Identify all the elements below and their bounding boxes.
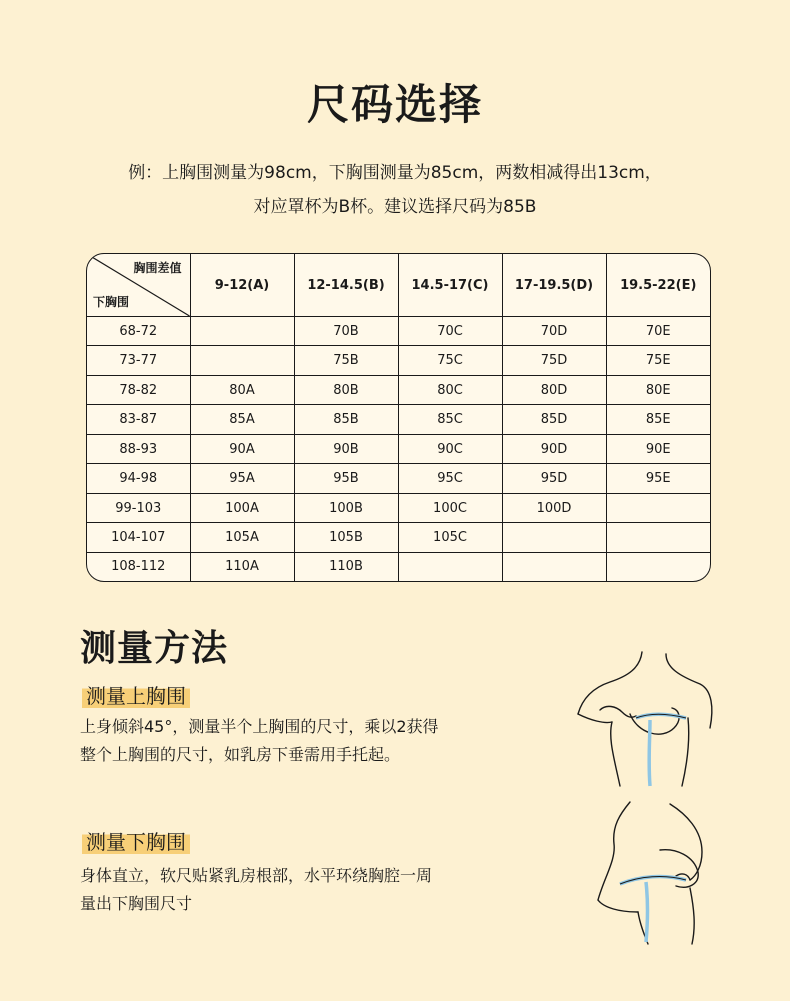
under-bust-description [80, 862, 520, 918]
column-header: 17-19.5(D) [502, 254, 606, 317]
size-cell: 85A [190, 405, 294, 434]
size-cell: 70C [398, 317, 502, 346]
size-cell: 95E [606, 464, 710, 493]
under-bust-line-2: 量出下胸围尺寸 [80, 894, 193, 913]
under-bust-heading: 测量下胸围 [82, 826, 190, 855]
column-header: 19.5-22(E) [606, 254, 710, 317]
table-corner-cell [87, 254, 190, 317]
upper-bust-illustration [570, 648, 720, 788]
column-header: 9-12(A) [190, 254, 294, 317]
size-cell: 95A [190, 464, 294, 493]
table-header-row [87, 254, 710, 317]
table-row [87, 317, 710, 346]
table-row [87, 375, 710, 404]
upper-bust-heading: 测量上胸围 [82, 680, 190, 709]
size-cell [606, 493, 710, 522]
size-cell: 80D [502, 375, 606, 404]
band-cell: 78-82 [87, 375, 190, 404]
size-cell: 100B [294, 493, 398, 522]
size-cell: 100D [502, 493, 606, 522]
size-cell: 90A [190, 434, 294, 463]
size-cell: 80A [190, 375, 294, 404]
band-cell: 83-87 [87, 405, 190, 434]
upper-bust-description [80, 713, 520, 769]
size-cell: 75E [606, 346, 710, 375]
size-cell: 105C [398, 523, 502, 552]
band-cell: 73-77 [87, 346, 190, 375]
size-cell: 85C [398, 405, 502, 434]
band-cell: 88-93 [87, 434, 190, 463]
size-cell: 90E [606, 434, 710, 463]
table-row [87, 493, 710, 522]
column-header: 12-14.5(B) [294, 254, 398, 317]
size-cell: 70E [606, 317, 710, 346]
corner-label-cup-diff: 胸围差值 [133, 261, 182, 275]
size-cell: 85D [502, 405, 606, 434]
size-cell: 100C [398, 493, 502, 522]
size-cell: 80B [294, 375, 398, 404]
method-title: 测量方法 [80, 628, 229, 669]
size-cell: 80C [398, 375, 502, 404]
size-cell: 75C [398, 346, 502, 375]
table-row [87, 434, 710, 463]
size-cell: 100A [190, 493, 294, 522]
band-cell: 94-98 [87, 464, 190, 493]
band-cell: 99-103 [87, 493, 190, 522]
column-header: 14.5-17(C) [398, 254, 502, 317]
size-cell: 110A [190, 552, 294, 581]
size-cell: 95D [502, 464, 606, 493]
under-bust-line-1: 身体直立，软尺贴紧乳房根部，水平环绕胸腔一周 [80, 866, 433, 885]
size-cell: 105A [190, 523, 294, 552]
size-table [86, 253, 711, 582]
example-text [0, 156, 790, 224]
size-cell: 90D [502, 434, 606, 463]
upper-bust-line-2: 整个上胸围的尺寸，如乳房下垂需用手托起。 [80, 745, 401, 764]
size-cell: 90B [294, 434, 398, 463]
size-cell: 70B [294, 317, 398, 346]
table-row [87, 523, 710, 552]
under-bust-illustration [590, 800, 720, 945]
size-cell [190, 346, 294, 375]
size-cell [190, 317, 294, 346]
example-line-1: 例：上胸围测量为98cm，下胸围测量为85cm，两数相减得出13cm， [128, 163, 662, 183]
size-cell [502, 523, 606, 552]
size-cell: 105B [294, 523, 398, 552]
example-line-2: 对应罩杯为B杯。建议选择尺码为85B [253, 197, 537, 217]
size-cell: 85E [606, 405, 710, 434]
size-cell [502, 552, 606, 581]
size-cell: 95C [398, 464, 502, 493]
size-cell [606, 552, 710, 581]
size-cell: 80E [606, 375, 710, 404]
table-row [87, 346, 710, 375]
size-cell: 70D [502, 317, 606, 346]
band-cell: 104-107 [87, 523, 190, 552]
size-cell: 75B [294, 346, 398, 375]
band-cell: 108-112 [87, 552, 190, 581]
table-row [87, 552, 710, 581]
band-cell: 68-72 [87, 317, 190, 346]
page-title: 尺码选择 [306, 80, 483, 129]
size-cell: 95B [294, 464, 398, 493]
size-cell [606, 523, 710, 552]
size-cell: 110B [294, 552, 398, 581]
upper-bust-line-1: 上身倾斜45°，测量半个上胸围的尺寸，乘以2获得 [80, 717, 439, 736]
size-cell [398, 552, 502, 581]
corner-label-band: 下胸围 [93, 295, 130, 309]
size-cell: 90C [398, 434, 502, 463]
table-row [87, 405, 710, 434]
size-cell: 85B [294, 405, 398, 434]
size-chart-table [87, 254, 710, 581]
size-cell: 75D [502, 346, 606, 375]
table-row [87, 464, 710, 493]
